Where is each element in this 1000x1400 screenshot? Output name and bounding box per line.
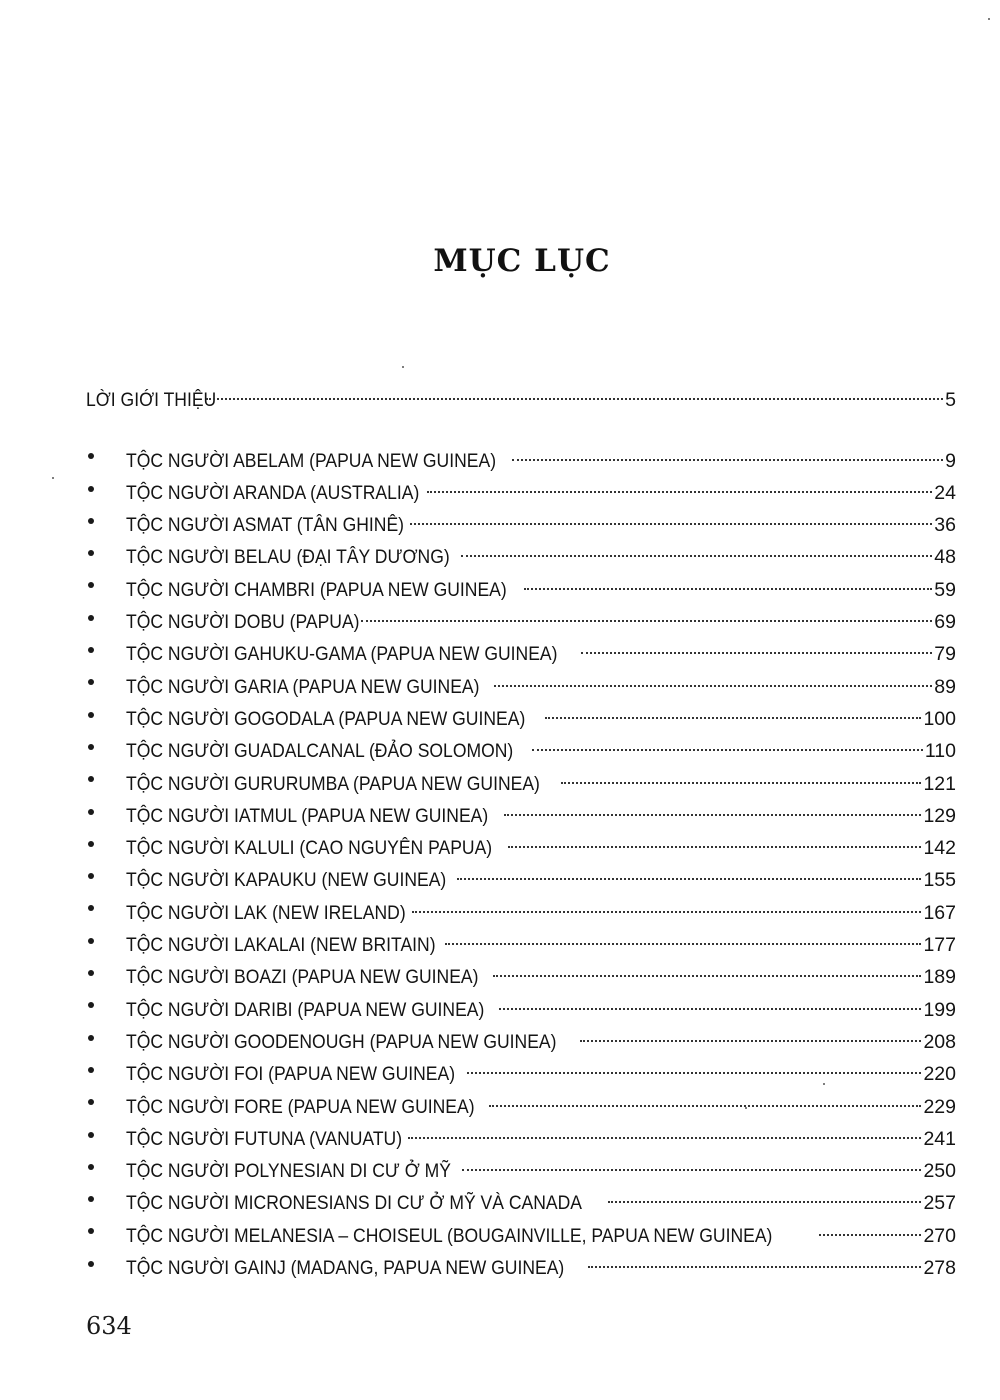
toc-entry	[86, 434, 956, 472]
toc-entry-page: 36	[934, 514, 956, 537]
toc-entry-page: 257	[923, 1192, 956, 1215]
scan-speck	[402, 366, 404, 368]
dot-leader	[504, 814, 922, 816]
dot-leader	[581, 652, 933, 654]
dot-leader	[512, 459, 943, 461]
dot-leader	[532, 749, 923, 751]
toc-entry-label: TỘC NGƯỜI GAHUKU-GAMA (PAPUA NEW GUINEA)	[126, 643, 558, 666]
toc-entry-label: TỘC NGƯỜI LAKALAI (NEW BRITAIN)	[126, 934, 436, 957]
toc-entry-label: TỘC NGƯỜI BOAZI (PAPUA NEW GUINEA)	[126, 966, 479, 989]
dot-leader	[588, 1266, 921, 1268]
bullet-icon	[86, 983, 126, 1015]
toc-intro-label: LỜI GIỚI THIỆU	[86, 389, 217, 411]
toc-entry-page: 189	[923, 966, 956, 989]
toc-entry-page: 241	[923, 1127, 956, 1150]
toc-entry-page: 121	[923, 772, 956, 795]
toc-entry-label: TỘC NGƯỜI FORE (PAPUA NEW GUINEA)	[126, 1095, 475, 1118]
toc-entry-label: TỘC NGƯỜI DARIBI (PAPUA NEW GUINEA)	[126, 998, 485, 1021]
dot-leader	[467, 1072, 922, 1074]
dot-leader	[489, 1105, 922, 1107]
toc-entry-label: TỘC NGƯỜI GAINJ (MADANG, PAPUA NEW GUINEA)	[126, 1257, 565, 1280]
dot-leader	[561, 782, 921, 784]
bullet-icon	[86, 822, 126, 854]
dot-leader	[508, 846, 921, 848]
toc-entry-page: 69	[934, 611, 956, 634]
scan-speck	[823, 1083, 825, 1085]
bullet-icon	[86, 951, 126, 983]
toc-entry-page: 9	[945, 449, 956, 472]
bullet-icon	[86, 886, 126, 918]
toc-entry-label: TỘC NGƯỜI ARANDA (AUSTRALIA)	[126, 481, 420, 504]
toc-entry-page: 48	[934, 546, 956, 569]
bullet-icon	[86, 628, 126, 660]
toc-entry-page: 79	[934, 643, 956, 666]
bullet-icon	[86, 660, 126, 692]
toc-entry-page: 229	[923, 1095, 956, 1118]
toc-entry-label: TỘC NGƯỜI CHAMBRI (PAPUA NEW GUINEA)	[126, 578, 507, 601]
toc-entry-page: 129	[923, 804, 956, 827]
bullet-icon	[86, 1209, 126, 1241]
toc-entry-page: 220	[923, 1063, 956, 1086]
bullet-icon	[86, 854, 126, 886]
toc-entry-page: 167	[923, 901, 956, 924]
bullet-icon	[86, 531, 126, 563]
bullet-icon	[86, 1048, 126, 1080]
toc-entry-label: TỘC NGƯỜI LAK (NEW IRELAND)	[126, 901, 406, 924]
toc-intro-row	[86, 384, 956, 416]
toc-entry-label: TỘC NGƯỜI DOBU (PAPUA)	[126, 611, 360, 634]
dot-leader	[427, 491, 932, 493]
bullet-icon	[86, 1113, 126, 1145]
bullet-icon	[86, 1242, 126, 1274]
dot-leader	[461, 555, 932, 557]
scan-speck	[52, 477, 54, 479]
page-title: MỤC LỤC	[433, 243, 611, 279]
toc-entry-label: TỘC NGƯỜI GURURUMBA (PAPUA NEW GUINEA)	[126, 772, 540, 795]
dot-leader	[462, 1169, 921, 1171]
dot-leader	[819, 1234, 921, 1236]
toc-entry-page: 142	[923, 837, 956, 860]
toc-entry-page: 278	[923, 1257, 956, 1280]
dot-leader	[494, 685, 932, 687]
toc-entry-page: 89	[934, 675, 956, 698]
dot-leader	[412, 911, 922, 913]
toc-entry-page: 177	[923, 934, 956, 957]
scan-speck	[988, 18, 990, 20]
dot-leader	[457, 878, 921, 880]
bullet-icon	[86, 563, 126, 595]
toc-entry-label: TỘC NGƯỜI ABELAM (PAPUA NEW GUINEA)	[126, 449, 497, 472]
bullet-icon	[86, 1016, 126, 1048]
dot-leader	[499, 1008, 921, 1010]
toc-entry-label: TỘC NGƯỜI MICRONESIANS DI CƯ Ở MỸ VÀ CANADA	[126, 1192, 582, 1215]
dot-leader	[410, 523, 932, 525]
toc-entry-label: TỘC NGƯỜI GOGODALA (PAPUA NEW GUINEA)	[126, 707, 526, 730]
toc-entry-label: TỘC NGƯỜI FUTUNA (VANUATU)	[126, 1127, 403, 1150]
dot-leader	[580, 1040, 922, 1042]
bullet-icon	[86, 499, 126, 531]
toc-entry-page: 155	[923, 869, 956, 892]
bullet-icon	[86, 919, 126, 951]
bullet-icon	[86, 1080, 126, 1112]
toc-entry-page: 110	[924, 740, 956, 763]
dot-leader	[608, 1201, 922, 1203]
bullet-icon	[86, 467, 126, 499]
bullet-icon	[86, 693, 126, 725]
toc-entry-label: TỘC NGƯỜI BELAU (ĐẠI TÂY DƯƠNG)	[126, 546, 450, 569]
toc-intro-page: 5	[945, 389, 956, 411]
dot-leader	[493, 975, 922, 977]
table-of-contents	[86, 384, 956, 1280]
toc-entry-page: 270	[923, 1224, 956, 1247]
dot-leader	[524, 588, 932, 590]
dot-leader	[361, 620, 933, 622]
toc-entry-label: TỘC NGƯỜI MELANESIA – CHOISEUL (BOUGAINVILLE, PAPUA NEW GUINEA)	[126, 1224, 773, 1247]
bullet-icon	[86, 596, 126, 628]
bullet-icon	[86, 725, 126, 757]
toc-entry-label: TỘC NGƯỜI ASMAT (TÂN GHINÊ)	[126, 514, 405, 537]
toc-entry-page: 100	[923, 707, 956, 730]
toc-entry-page: 24	[934, 481, 956, 504]
toc-entry-label: TỘC NGƯỜI POLYNESIAN DI CƯ Ở MỸ	[126, 1160, 451, 1183]
toc-entry-label: TỘC NGƯỜI IATMUL (PAPUA NEW GUINEA)	[126, 804, 489, 827]
toc-entry-page: 199	[923, 998, 956, 1021]
bullet-icon	[86, 1145, 126, 1177]
toc-entry-label: TỘC NGƯỜI GOODENOUGH (PAPUA NEW GUINEA)	[126, 1030, 557, 1053]
toc-entry-page: 59	[934, 578, 956, 601]
scan-speck	[745, 1107, 747, 1109]
bullet-icon	[86, 790, 126, 822]
toc-entry-label: TỘC NGƯỜI GARIA (PAPUA NEW GUINEA)	[126, 675, 480, 698]
dot-leader	[408, 1137, 922, 1139]
dot-leader	[206, 398, 943, 400]
bullet-icon	[86, 1177, 126, 1209]
toc-entry-page: 208	[923, 1030, 956, 1053]
toc-entry-label: TỘC NGƯỜI FOI (PAPUA NEW GUINEA)	[126, 1063, 456, 1086]
page-number: 634	[86, 1312, 132, 1340]
dot-leader	[445, 943, 921, 945]
toc-entry-label: TỘC NGƯỜI KALULI (CAO NGUYÊN PAPUA)	[126, 837, 493, 860]
toc-entry-label: TỘC NGƯỜI GUADALCANAL (ĐẢO SOLOMON)	[126, 740, 514, 763]
dot-leader	[545, 717, 922, 719]
toc-entry-label: TỘC NGƯỜI KAPAUKU (NEW GUINEA)	[126, 869, 447, 892]
toc-entry-page: 250	[923, 1160, 956, 1183]
bullet-icon	[86, 757, 126, 789]
bullet-icon	[86, 434, 126, 466]
